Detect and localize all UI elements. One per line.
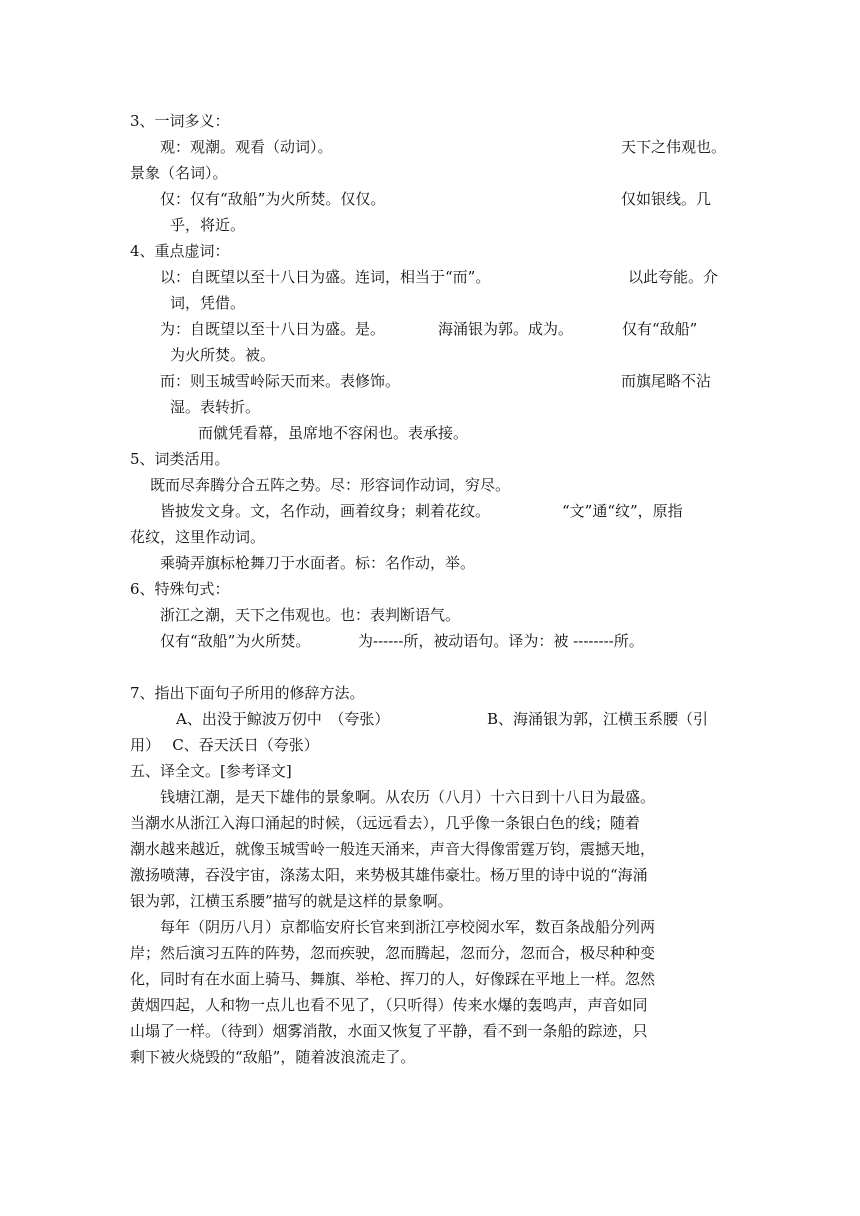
translation-p2-line: 岸；然后演习五阵的阵势，忽而疾驶，忽而腾起，忽而分，忽而合，极尽种种变 xyxy=(130,944,656,962)
rhetoric-item-b: B、海涌银为郭，江横玉系腰（引 xyxy=(487,710,709,728)
word-class-line-1: 既而尽奔腾分合五阵之势。尽：形容词作动词，穷尽。 xyxy=(150,476,511,494)
section-7-heading: 7、指出下面句子所用的修辞方法。 xyxy=(130,684,365,702)
function-word-wei-3: 仅有“敌船” xyxy=(622,320,698,338)
function-word-yi-1: 以：自既望以至十八日为盛。连词，相当于“而”。 xyxy=(160,268,491,286)
translation-p2-line: 黄烟四起，人和物一点儿也看不见了，（只听得）传来水爆的轰鸣声，声音如同 xyxy=(130,996,648,1014)
function-word-wei-2: 海涌银为郭。成为。 xyxy=(438,320,574,338)
polysemy-jin-2: 仅如银线。几 xyxy=(621,190,712,208)
polysemy-guan-1: 观：观潮。观看（动词）。 xyxy=(160,138,333,156)
translation-p1-line: 激扬喷薄，吞没宇宙，涤荡太阳，来势极其雄伟豪壮。杨万里的诗中说的“海涌 xyxy=(130,866,648,884)
sentence-pattern-2a: 仅有“敌船”为火所焚。 xyxy=(160,632,311,650)
rhetoric-item-c: 用） C、吞天沃日（夸张） xyxy=(130,736,319,754)
function-word-er-4: 而僦凭看幕，虽席地不容闲也。表承接。 xyxy=(198,424,469,442)
rhetoric-item-a: A、出没于鲸波万仞中 （夸张） xyxy=(176,710,390,728)
section-5-heading: 5、词类活用。 xyxy=(130,450,230,468)
translation-p1-line: 钱塘江潮，是天下雄伟的景象啊。从农历（八月）十六日到十八日为最盛。 xyxy=(160,788,656,806)
word-class-line-3: 乘骑弄旗标枪舞刀于水面者。标：名作动，举。 xyxy=(160,554,476,572)
function-word-wei-4: 为火所焚。被。 xyxy=(170,346,276,364)
translation-p2-line: 剩下被火烧毁的“敌船”，随着波浪流走了。 xyxy=(130,1048,416,1066)
polysemy-jin-1: 仅：仅有“敌船”为火所焚。仅仅。 xyxy=(160,190,386,208)
word-class-line-2b: “文”通“纹”，原指 xyxy=(562,502,683,520)
translation-heading: 五、译全文。[参考译文] xyxy=(130,762,292,780)
translation-p1-line: 银为郭，江横玉系腰”描写的就是这样的景象啊。 xyxy=(130,892,453,910)
function-word-er-2: 而旗尾略不沾 xyxy=(621,372,712,390)
function-word-yi-2: 以此夸能。介 xyxy=(628,268,719,286)
polysemy-guan-3: 景象（名词）。 xyxy=(130,164,228,182)
function-word-wei-1: 为：自既望以至十八日为盛。是。 xyxy=(160,320,386,338)
word-class-line-2: 皆披发文身。文，名作动，画着纹身；刺着花纹。 xyxy=(160,502,491,520)
function-word-er-1: 而：则玉城雪岭际天而来。表修饰。 xyxy=(160,372,401,390)
sentence-pattern-2b: 为------所，被动语句。译为：被 --------所。 xyxy=(358,632,644,650)
polysemy-guan-2: 天下之伟观也。 xyxy=(621,138,727,156)
translation-p1-line: 当潮水从浙江入海口涌起的时候，（远远看去），几乎像一条银白色的线；随着 xyxy=(130,814,641,832)
section-4-heading: 4、重点虚词： xyxy=(130,242,230,260)
translation-p2-line: 化，同时有在水面上骑马、舞旗、举枪、挥刀的人，好像踩在平地上一样。忽然 xyxy=(130,970,656,988)
translation-p2-line: 每年（阴历八月）京都临安府长官来到浙江亭校阅水军，数百条战船分列两 xyxy=(160,918,656,936)
function-word-yi-3: 词，凭借。 xyxy=(170,294,246,312)
function-word-er-3: 湿。表转折。 xyxy=(170,398,261,416)
sentence-pattern-1: 浙江之潮，天下之伟观也。也：表判断语气。 xyxy=(160,606,461,624)
translation-p2-line: 山塌了一样。（待到）烟雾消散，水面又恢复了平静，看不到一条船的踪迹，只 xyxy=(130,1022,648,1040)
translation-p1-line: 潮水越来越近，就像玉城雪岭一般连天涌来，声音大得像雷霆万钧，震撼天地， xyxy=(130,840,656,858)
word-class-line-2c: 花纹，这里作动词。 xyxy=(130,528,266,546)
section-6-heading: 6、特殊句式： xyxy=(130,580,230,598)
polysemy-jin-3: 乎，将近。 xyxy=(170,216,246,234)
section-3-heading: 3、一词多义： xyxy=(130,112,230,130)
